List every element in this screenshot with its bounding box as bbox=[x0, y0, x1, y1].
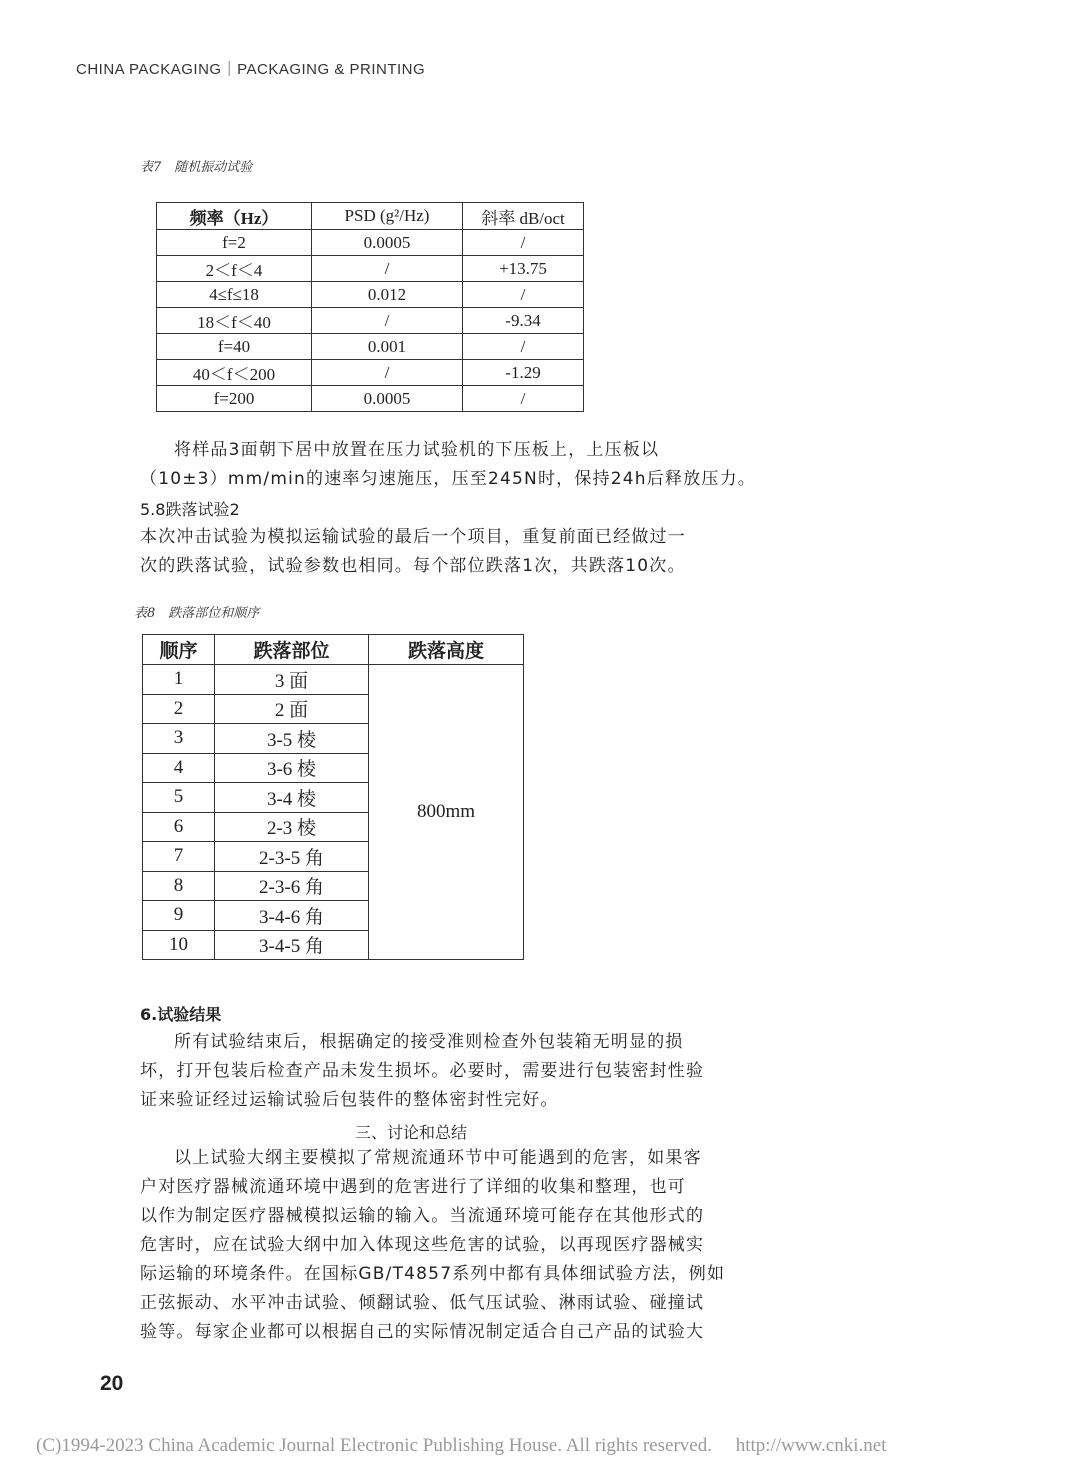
paragraph-line: 将样品3面朝下居中放置在压力试验机的下压板上，上压板以 bbox=[174, 440, 660, 460]
table7-header-slope: 斜率 dB/oct bbox=[463, 203, 584, 230]
table-cell: 2-3 棱 bbox=[215, 812, 369, 842]
running-header: CHINA PACKAGING｜PACKAGING & PRINTING bbox=[76, 61, 426, 78]
table-cell: 0.0005 bbox=[312, 386, 463, 412]
table-row bbox=[157, 256, 584, 282]
table-cell: 2-3-6 角 bbox=[215, 871, 369, 901]
table-cell: 0.0005 bbox=[312, 230, 463, 256]
paragraph-compression bbox=[140, 436, 756, 494]
table-cell: f=200 bbox=[157, 386, 312, 412]
paragraph-drop-test bbox=[140, 523, 686, 581]
page-number: 20 bbox=[100, 1372, 124, 1395]
table7-header-psd: PSD (g²/Hz) bbox=[312, 203, 463, 230]
section-heading-5-8: 5.8跌落试验2 bbox=[140, 500, 240, 519]
table8-header-row bbox=[143, 635, 524, 665]
table-cell: 0.001 bbox=[312, 334, 463, 360]
table-row bbox=[143, 665, 524, 695]
table-cell: 9 bbox=[143, 901, 215, 931]
table-cell: f=2 bbox=[157, 230, 312, 256]
paragraph-line: 危害时，应在试验大纲中加入体现这些危害的试验，以再现医疗器械实 bbox=[140, 1235, 705, 1255]
table-cell: 8 bbox=[143, 871, 215, 901]
table-cell: 3-4 棱 bbox=[215, 783, 369, 813]
paragraph-results bbox=[140, 1028, 705, 1115]
table-cell: -9.34 bbox=[463, 308, 584, 334]
paragraph-line: 正弦振动、水平冲击试验、倾翻试验、低气压试验、淋雨试验、碰撞试 bbox=[140, 1293, 705, 1313]
table7-header-row bbox=[157, 203, 584, 230]
paragraph-line: 坏，打开包装后检查产品未发生损坏。必要时，需要进行包装密封性验 bbox=[140, 1061, 705, 1081]
table-cell: / bbox=[312, 308, 463, 334]
table8-header-height: 跌落高度 bbox=[369, 635, 524, 665]
table-cell: 3 面 bbox=[215, 665, 369, 695]
paragraph-line: 证来验证经过运输试验后包装件的整体密封性完好。 bbox=[140, 1090, 559, 1110]
paragraph-line: 次的跌落试验，试验参数也相同。每个部位跌落1次，共跌落10次。 bbox=[140, 556, 686, 576]
table-cell: / bbox=[463, 230, 584, 256]
table-cell: 2 面 bbox=[215, 694, 369, 724]
table7-caption: 表7 随机振动试验 bbox=[140, 160, 253, 175]
table-cell: 4 bbox=[143, 753, 215, 783]
table-cell: 2＜f＜4 bbox=[157, 256, 312, 282]
table8-header-position: 跌落部位 bbox=[215, 635, 369, 665]
table-cell: 18＜f＜40 bbox=[157, 308, 312, 334]
table-row bbox=[157, 282, 584, 308]
table-cell: 3 bbox=[143, 724, 215, 754]
paragraph-line: 验等。每家企业都可以根据自己的实际情况制定适合自己产品的试验大 bbox=[140, 1322, 705, 1342]
table-cell: / bbox=[312, 360, 463, 386]
table-cell: f=40 bbox=[157, 334, 312, 360]
section-heading-discussion: 三、讨论和总结 bbox=[354, 1123, 467, 1142]
table-cell: 3-4-5 角 bbox=[215, 930, 369, 960]
table-cell: 3-4-6 角 bbox=[215, 901, 369, 931]
table-cell: 3-6 棱 bbox=[215, 753, 369, 783]
table8-drop-height-cell: 800mm bbox=[369, 665, 524, 960]
table-cell: 2-3-5 角 bbox=[215, 842, 369, 872]
table-cell: 3-5 棱 bbox=[215, 724, 369, 754]
paragraph-line: 际运输的环境条件。在国标GB/T4857系列中都有具体细试验方法，例如 bbox=[140, 1264, 726, 1284]
table-cell: / bbox=[312, 256, 463, 282]
table-cell: / bbox=[463, 386, 584, 412]
table-cell: 40＜f＜200 bbox=[157, 360, 312, 386]
table-cell: / bbox=[463, 334, 584, 360]
table-cell: 10 bbox=[143, 930, 215, 960]
paragraph-line: 户对医疗器械流通环境中遇到的危害进行了详细的收集和整理，也可 bbox=[140, 1177, 686, 1197]
table-row bbox=[157, 334, 584, 360]
table7-header-freq: 频率（Hz） bbox=[157, 203, 312, 230]
table7-random-vibration bbox=[156, 202, 584, 412]
table-cell: 4≤f≤18 bbox=[157, 282, 312, 308]
table-cell: 0.012 bbox=[312, 282, 463, 308]
section-heading-6: 6.试验结果 bbox=[140, 1005, 222, 1024]
paragraph-line: 以作为制定医疗器械模拟运输的输入。当流通环境可能存在其他形式的 bbox=[140, 1206, 705, 1226]
table-row bbox=[157, 386, 584, 412]
table8-header-order: 顺序 bbox=[143, 635, 215, 665]
table-cell: -1.29 bbox=[463, 360, 584, 386]
paragraph-discussion bbox=[140, 1144, 726, 1347]
table-row bbox=[157, 360, 584, 386]
table-cell: / bbox=[463, 282, 584, 308]
table-cell: 6 bbox=[143, 812, 215, 842]
table-cell: 1 bbox=[143, 665, 215, 695]
table-cell: 2 bbox=[143, 694, 215, 724]
table-row bbox=[157, 230, 584, 256]
paragraph-line: 以上试验大纲主要模拟了常规流通环节中可能遇到的危害，如果客 bbox=[174, 1148, 702, 1168]
table8-drop-sequence bbox=[142, 634, 524, 960]
table-row bbox=[157, 308, 584, 334]
table-cell: 5 bbox=[143, 783, 215, 813]
table-cell: 7 bbox=[143, 842, 215, 872]
paragraph-line: （10±3）mm/min的速率匀速施压，压至245N时，保持24h后释放压力。 bbox=[140, 469, 756, 489]
paragraph-line: 所有试验结束后，根据确定的接受准则检查外包装箱无明显的损 bbox=[174, 1032, 684, 1052]
copyright-watermark: (C)1994-2023 China Academic Journal Electronic Publishing House. All rights reserved. http://www.cnki.net bbox=[36, 1435, 887, 1456]
table-cell: +13.75 bbox=[463, 256, 584, 282]
paragraph-line: 本次冲击试验为模拟运输试验的最后一个项目，重复前面已经做过一 bbox=[140, 527, 686, 547]
table8-caption: 表8 跌落部位和顺序 bbox=[134, 606, 260, 621]
